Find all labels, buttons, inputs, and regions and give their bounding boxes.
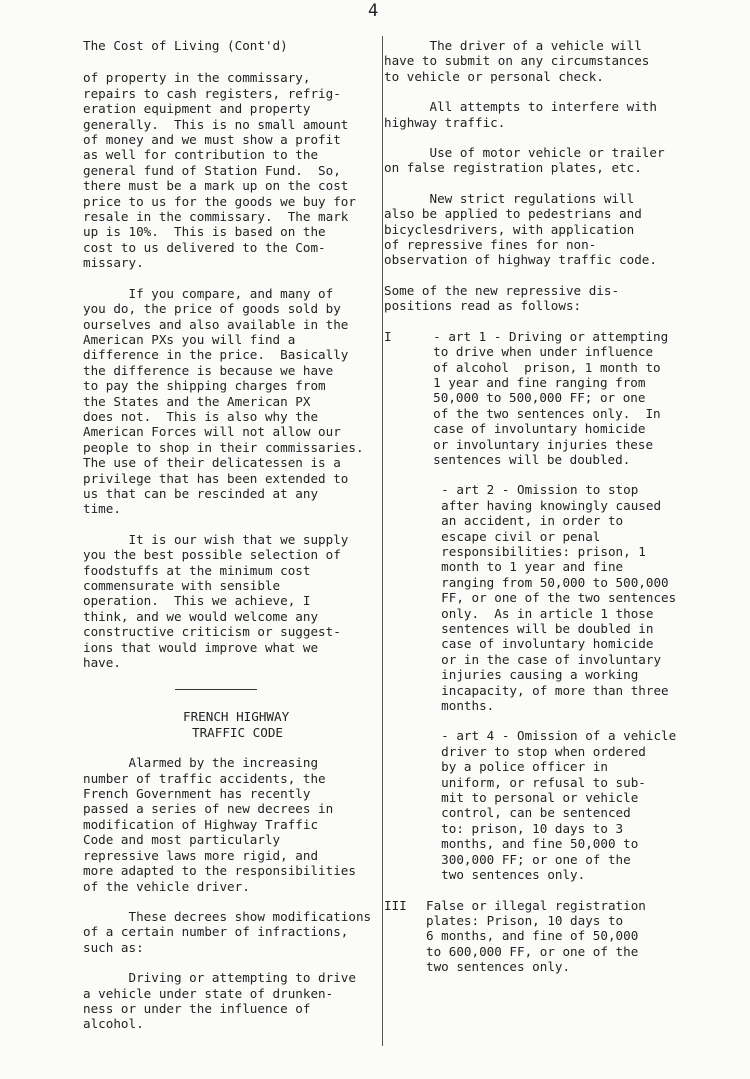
section-title: TRAFFIC CODE: [192, 724, 283, 740]
paragraph: of property in the commissary, repairs to cash registers, refrig- eration equipment and property generally. This is no small amount of money and we must show a profit as well for contribution to the general fund of Station Fund. So, there must be a mark up on the cost price to us for the goods we buy for resale in the commissary. The mark up is 10%. This is based on the cost to us delivered to the Com- missary.: [83, 70, 356, 271]
paragraph: Use of motor vehicle or trailer on false registration plates, etc.: [384, 145, 665, 176]
list-item: [384, 329, 694, 468]
list-item-text: False or illegal registration plates: Prison, 10 days to 6 months, and fine of 50,000 to 600,000 FF, or one of the two sentences only.: [426, 897, 646, 975]
page-number: 4: [368, 1, 379, 21]
paragraph: The driver of a vehicle will have to submit on any circumstances to vehicle or personal check.: [384, 38, 650, 84]
right-column: [384, 38, 694, 975]
list-item-text: - art 4 - Omission of a vehicle driver to stop when ordered by a police officer in uniform, or refusal to sub- mit to personal or vehicle control, can be sentenced to: prison, 10 days to 3 months, and fine 50,000 to 300,000 FF; or one of the two sentences only.: [441, 728, 677, 883]
list-marker: I: [384, 328, 392, 344]
list-marker: III: [384, 897, 407, 913]
section-rule: [175, 689, 257, 690]
paragraph: If you compare, and many of you do, the price of goods sold by ourselves and also available in the American PXs you will find a difference in the price. Basically the difference is because we have to pay the shipping charges from the States and the American PX does not. This is also why the American Forces will not allow our people to shop in their commissaries. The use of their delicatessen is a privilege that has been extended to us that can be rescinded at any time.: [83, 285, 364, 517]
paragraph: Driving or attempting to drive a vehicle under state of drunken- ness or under the influence of alcohol.: [83, 970, 356, 1032]
paragraph: New strict regulations will also be applied to pedestrians and bicyclesdrivers, with application of repressive fines for non- observation of highway traffic code.: [384, 190, 657, 268]
section-heading: The Cost of Living (Cont'd): [83, 38, 288, 53]
left-column: [83, 38, 383, 1032]
paragraph: It is our wish that we supply you the best possible selection of foodstuffs at the minimum cost commensurate with sensible operation. This we achieve, I think, and we would welcome any constructive criticism or suggest- ions that would improve what we have.: [83, 531, 349, 671]
list-item: [384, 898, 694, 975]
list-item-text: - art 1 - Driving or attempting to drive when under influence of alcohol prison, 1 month to 1 year and fine ranging from 50,000 to 500,000 FF; or one of the two sentences only. In case of involuntary homicide or involuntary injuries these sentences will be doubled.: [433, 328, 669, 467]
paragraph: Some of the new repressive dis- positions read as follows:: [384, 282, 620, 314]
paragraph: These decrees show modifications of a certain number of infractions, such as:: [83, 908, 372, 955]
paragraph: All attempts to interfere with highway traffic.: [384, 99, 657, 130]
section-title: FRENCH HIGHWAY: [183, 709, 290, 725]
list-item-text: - art 2 - Omission to stop after having knowingly caused an accident, in order to escape civil or penal responsibilities: prison, 1 month to 1 year and fine ranging from 50,000 to 500,000 FF, or one of the two sentences only. As in article 1 those sentences will be doubled in case of involuntary homicide or in the case of involuntary injuries causing a working incapacity, of more than three months.: [441, 482, 677, 714]
paragraph: Alarmed by the increasing number of traffic accidents, the French Government has recently passed a series of new decrees in modification of Highway Traffic Code and most particularly repressive laws more rigid, and more adapted to the responsibilities of the vehicle driver.: [83, 755, 356, 894]
